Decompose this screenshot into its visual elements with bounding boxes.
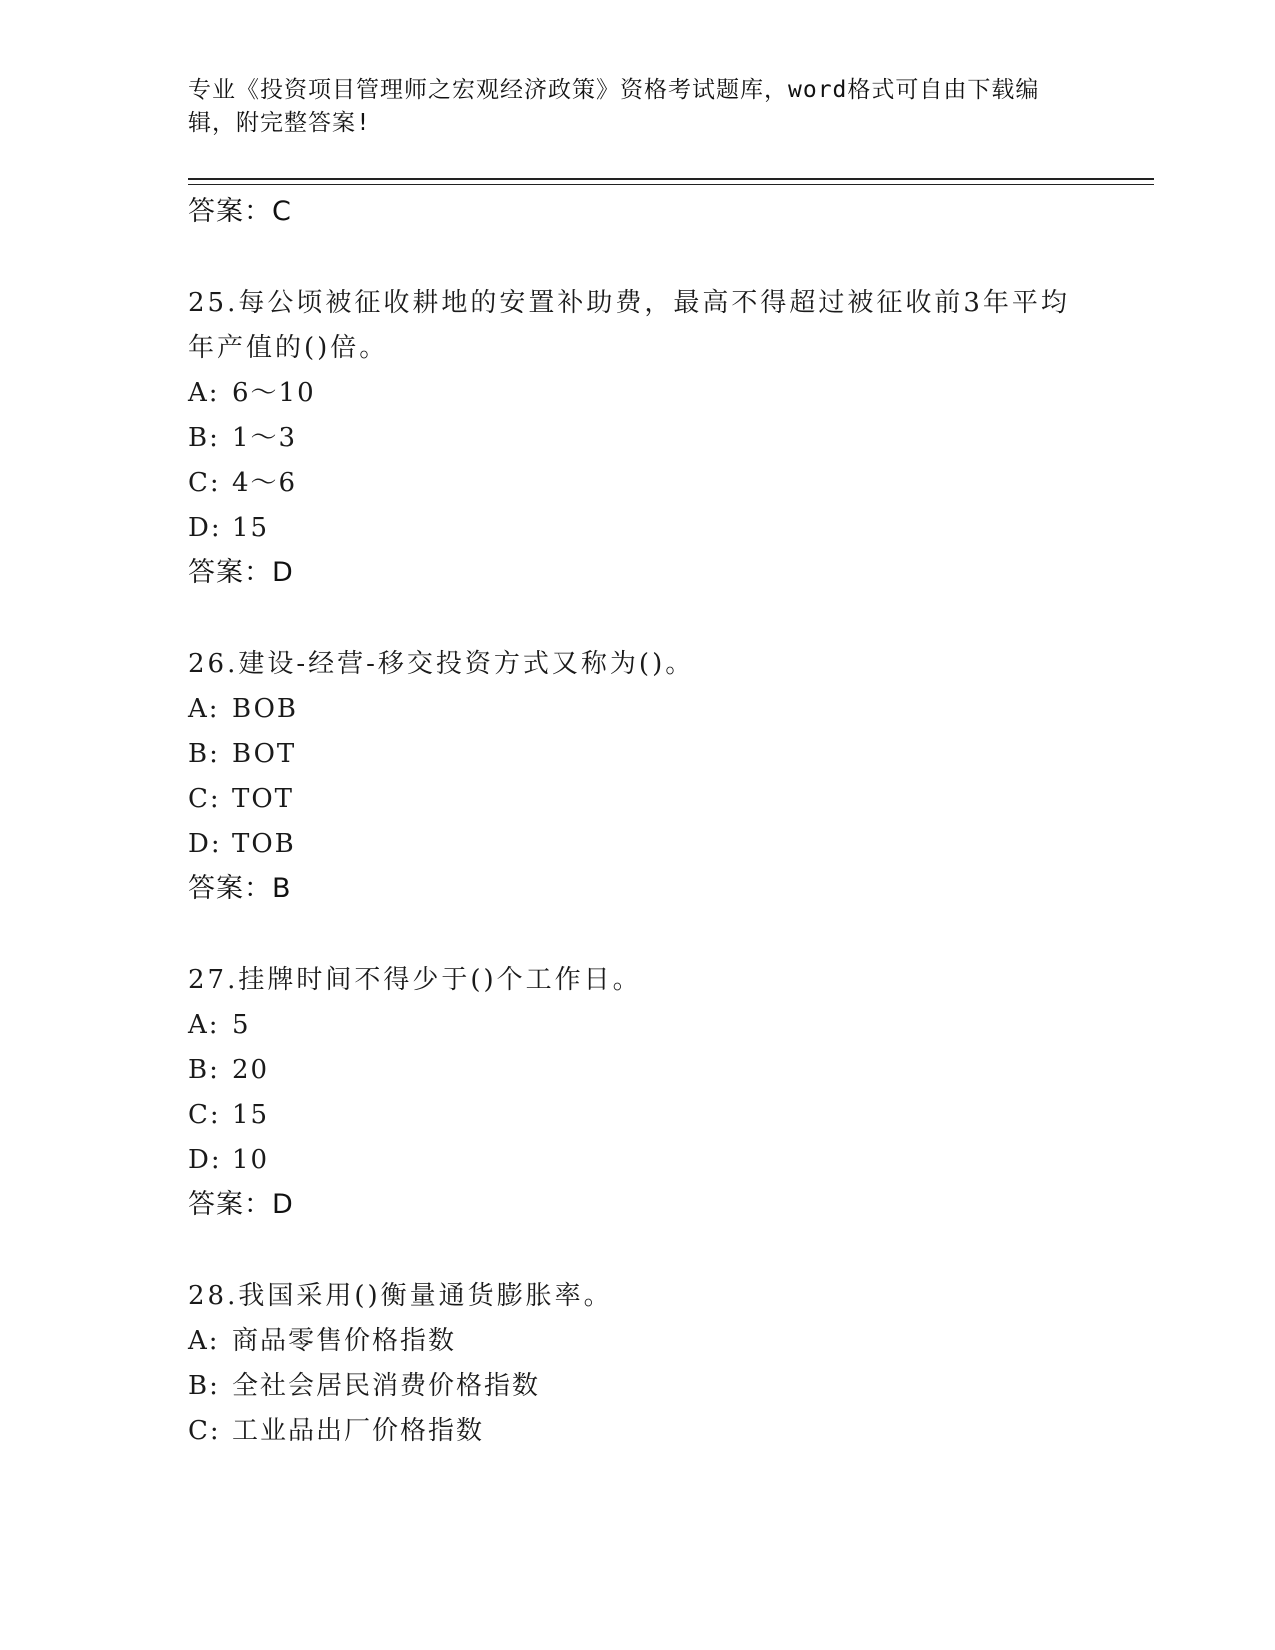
option-letter: C: (188, 1100, 221, 1130)
question-stem: 27.挂牌时间不得少于()个工作日。 (188, 965, 642, 995)
option-letter: C: (188, 1416, 221, 1446)
previous-answer: 答案：C (188, 196, 292, 227)
option-letter: C: (188, 468, 221, 498)
option-text: TOB (232, 829, 296, 859)
option-c (188, 1093, 1088, 1138)
question-25 (188, 281, 1088, 595)
question-27 (188, 958, 1088, 1227)
question-26 (188, 642, 1088, 911)
question-list (188, 190, 1088, 1454)
question-stem: 26.建设-经营-移交投资方式又称为()。 (188, 649, 695, 679)
question-stem: 28.我国采用()衡量通货膨胀率。 (188, 1281, 613, 1311)
option-text: 20 (232, 1055, 270, 1085)
option-a (188, 371, 1088, 416)
option-text: 4～6 (232, 468, 298, 498)
option-letter: A: (188, 1010, 220, 1040)
option-c (188, 461, 1088, 506)
option-a (188, 1319, 1088, 1364)
option-text: 6～10 (232, 378, 316, 408)
option-text: 1～3 (232, 423, 298, 453)
option-c (188, 777, 1088, 822)
option-text: 15 (232, 513, 270, 543)
option-text: BOB (232, 694, 299, 724)
option-text: 15 (232, 1100, 270, 1130)
option-text: 工业品出厂价格指数 (232, 1416, 485, 1446)
answer-line: 答案：D (188, 1189, 294, 1220)
option-letter: B: (188, 423, 220, 453)
header-divider-thick (188, 178, 1154, 180)
option-d (188, 1138, 1088, 1183)
document-header-intro: 专业《投资项目管理师之宏观经济政策》资格考试题库，word格式可自由下载编辑，附完整答案! (188, 77, 1040, 136)
option-letter: B: (188, 1055, 220, 1085)
option-c (188, 1409, 1088, 1454)
question-stem: 25.每公顷被征收耕地的安置补助费，最高不得超过被征收前3年平均年产值的()倍。 (188, 288, 1070, 363)
option-letter: A: (188, 694, 220, 724)
option-letter: D: (188, 829, 222, 859)
option-text: 全社会居民消费价格指数 (232, 1371, 541, 1401)
option-b (188, 416, 1088, 461)
option-letter: B: (188, 1371, 220, 1401)
option-letter: A: (188, 1326, 220, 1356)
option-b (188, 732, 1088, 777)
answer-line: 答案：B (188, 873, 292, 904)
option-letter: D: (188, 1145, 222, 1175)
option-d (188, 822, 1088, 867)
option-a (188, 1003, 1088, 1048)
option-letter: B: (188, 739, 220, 769)
option-letter: D: (188, 513, 222, 543)
option-b (188, 1364, 1088, 1409)
question-28 (188, 1274, 1088, 1454)
option-text: 商品零售价格指数 (232, 1326, 457, 1356)
option-text: TOT (232, 784, 294, 814)
answer-line: 答案：D (188, 557, 294, 588)
option-text: 5 (232, 1010, 251, 1040)
option-d (188, 506, 1088, 551)
option-text: 10 (232, 1145, 270, 1175)
option-letter: C: (188, 784, 221, 814)
option-letter: A: (188, 378, 220, 408)
option-b (188, 1048, 1088, 1093)
option-text: BOT (232, 739, 297, 769)
header-divider-thin (188, 184, 1154, 185)
option-a (188, 687, 1088, 732)
